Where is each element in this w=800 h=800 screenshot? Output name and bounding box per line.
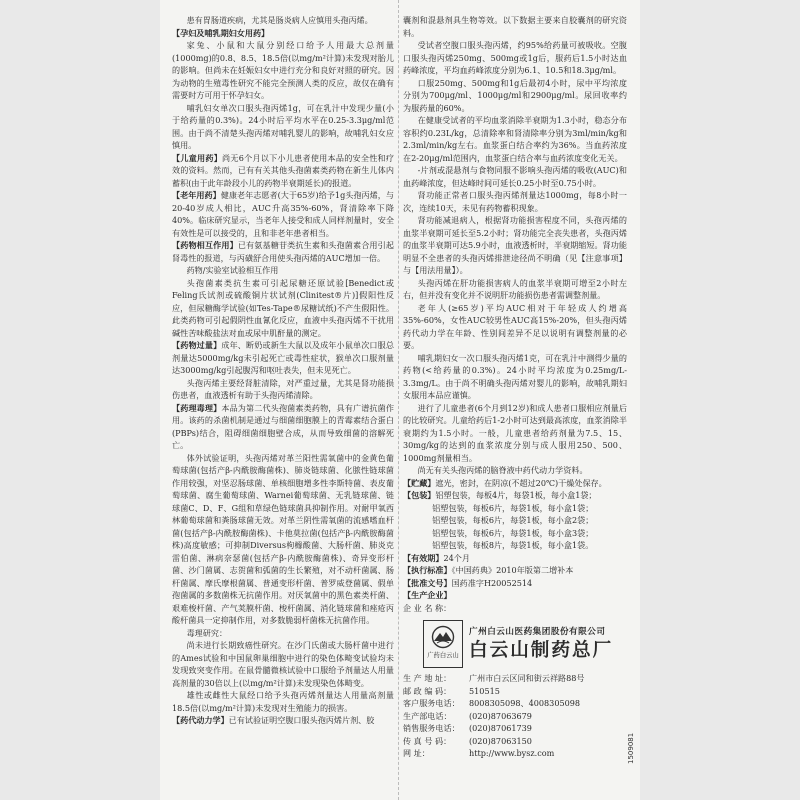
toxicology-subheading: 毒理研究：: [186, 627, 228, 638]
factory-name: 白云山制药总厂: [469, 639, 614, 661]
toxicology-text-1: 尚未进行长期致癌性研究。在沙门氏菌或大肠杆菌中进行的Ames试验和中国鼠卵巢细胞中进行的染色体畸变试验均未发现致突变作用。在鼠骨髓微核试验中口服给予剂量达人用量高剂量的30倍以上(以mg/m²计算)未发现染色体畸变。: [172, 640, 394, 688]
info-row: [403, 672, 627, 685]
validity-section: [403, 552, 627, 565]
info-row: [403, 722, 627, 735]
storage-text: 遮光，密封，在阴凉(不超过20℃)干燥处保存。: [435, 477, 607, 488]
pk-lactation: 哺乳期妇女一次口服头孢丙烯1克，可在乳汁中测得少量的药物(<给药量的0.3%)。24小时平均浓度为0.25mg/L-3.3mg/L。由于尚不明确头孢丙烯对婴儿的影响，故哺乳期妇女服用本品应谨慎。: [403, 352, 627, 400]
right-background: [640, 0, 800, 800]
elderly-text: 健康老年志愿者(大于65岁)给予1g头孢丙烯，与20-40岁成人相比，AUC升高35%-60%，肾清除率下降40%。临床研究显示，当老年人接受和成人同样剂量时，安全有效性是可以接受的，且和非老年患者相当。: [172, 190, 394, 238]
validity-heading: 【有效期】: [403, 552, 444, 563]
approval-heading: 【批准文号】: [403, 577, 452, 588]
validity-text: 24个月: [443, 552, 470, 563]
pk-section-start: [172, 714, 394, 727]
package-heading: 【包装】: [403, 490, 436, 500]
info-row: [403, 747, 627, 760]
info-value: (020)87063150: [469, 735, 532, 746]
package-line: 铝塑包装，每板8片，每袋1板，每小盒1袋。: [432, 540, 594, 550]
logo-emblem: [423, 620, 463, 668]
overdose-section: [172, 339, 394, 377]
info-value: http://www.bysz.com: [469, 748, 555, 758]
pk-food: -片剂或混悬剂与食物同服不影响头孢丙烯的吸收(AUC)和血药峰浓度，但达峰时间可延长0.25小时至0.75小时。: [403, 165, 627, 188]
approval-section: [403, 577, 627, 590]
info-value: (020)87061739: [469, 723, 532, 733]
pregnancy-text-2: 哺乳妇女单次口服头孢丙烯1g，可在乳汁中发现少量(小于给药量的0.3%)。24小时后平均水平在0.25-3.3μg/ml范围。由于尚不清楚头孢丙烯对哺乳婴儿的影响，故哺乳妇女应慎用。: [172, 102, 394, 150]
info-row: [403, 710, 627, 723]
mountain-cloud-icon: [430, 625, 456, 649]
pharmacology-heading: 【药理毒理】: [172, 402, 222, 413]
company-name-label: 企 业 名 称：: [403, 602, 452, 613]
package-section: [403, 489, 627, 502]
interaction-section: [172, 239, 394, 264]
group-name: 广州白云山医药集团股份有限公司: [469, 627, 606, 638]
info-key: 邮 政 编 码：: [403, 685, 452, 696]
pk-renal: 肾功能减退病人，根据肾功能损害程度不同，头孢丙烯的血浆半衰期可延长至5.2小时；肾功能完全丧失患者，头孢丙烯的血浆半衰期可达5.9小时，血液透析时，半衰期缩短。肾功能明显不全患者的头孢丙烯排泄途径尚不明确（见【注意事项】与【用法用量】）。: [403, 215, 627, 275]
column-divider: [398, 0, 399, 800]
pk-absorption: 受试者空腹口服头孢丙烯，约95%给药量可被吸收。空腹口服头孢丙烯250mg、500mg或1g后，服药后1.5小时达血药峰浓度，平均血药峰浓度分别为6.1、10.5和18.3μg/ml。: [403, 40, 627, 75]
info-key: 生产部电话：: [403, 710, 452, 721]
logo-brand-text: 广药白云山: [427, 652, 459, 659]
pk-heading: 【药代动力学】: [172, 715, 229, 725]
children-section: [172, 152, 394, 190]
pk-csf: 尚无有关头孢丙烯的脑脊液中药代动力学资料。: [417, 465, 588, 475]
lab-interaction-text: 头孢菌素类抗生素可引起尿糖还原试验[Benedict或Feling氏试剂或硫酸铜片状试剂(Clinitest®片)]假阳性反应，但尿糖酶学试验(如Tes-Tape®尿糖试纸)不产生假阳性。此类药物可引起假阴性血氰化反应，血液中头孢丙烯不干扰用碱性苦味酸盐法对血或尿中肌酐量的测定。: [172, 277, 394, 338]
approval-text: 国药准字H20052514: [451, 577, 533, 588]
info-value: 8008305098、4008305098: [469, 698, 581, 708]
pk-urine: 口服250mg、500mg和1g后最初4小时，尿中平均浓度分别为700μg/ml、1000μg/ml和2900μg/ml。尿回收率约为服药量的60%。: [403, 77, 627, 113]
manufacturer-heading: 【生产企业】: [403, 590, 452, 600]
info-key: 传 真 号 码：: [403, 735, 452, 746]
elderly-heading: 【老年用药】: [172, 190, 221, 200]
info-key: 销售服务电话：: [403, 723, 460, 733]
info-value: 510515: [469, 685, 500, 696]
pk-hepatic: 头孢丙烯在肝功能损害病人的血浆半衰期可增至2小时左右，但并没有变化并不说明肝功能损伤患者需调整剂量。: [403, 277, 627, 300]
pharmacology-section: [172, 402, 394, 452]
left-background: [0, 0, 160, 800]
package-line: 铝塑包装，每板6片，每袋1板，每小盒2袋；: [432, 515, 594, 525]
pk-pediatric: 进行了儿童患者(6个月到12岁)和成人患者口服相应剂量后的比较研究。儿童给药后1-2小时可达到最高浓度，血浆消除半衰期约为1.5小时。一般，儿童患者给药剂量为7.5、15、30mg/kg的达到的血浆浓度分别与成人服用250、500、1000mg剂量相当。: [403, 402, 627, 463]
storage-heading: 【贮藏】: [403, 477, 436, 488]
standard-section: [403, 564, 627, 577]
info-row: [403, 685, 627, 698]
elderly-section: [172, 189, 394, 239]
overdose-text-2: 头孢丙烯主要经肾脏清除，对严重过量，尤其是肾功能损伤患者，血液透析有助于头孢丙烯清除。: [172, 377, 394, 400]
company-logo: [423, 620, 627, 668]
package-line: 铝塑包装，每板6片，每袋1板，每小盒3袋；: [432, 527, 594, 538]
logo-text: [469, 626, 613, 662]
pharmacology-text: 本品为第二代头孢菌素类药物，具有广谱抗菌作用。该药的杀菌机制是通过与细菌细胞膜上的青霉素结合蛋白(PBPs)结合，阻碍细菌细胞壁合成，从而导致细菌的溶解死亡。: [172, 402, 394, 450]
info-key: 客户服务电话：: [403, 698, 460, 708]
lab-interaction-subheading: 药物/实验室试验相互作用: [186, 265, 279, 275]
toxicology-text-2: 雄性或雌性大鼠经口给予头孢丙烯剂量达人用量高剂量18.5倍(以mg/m²计算)未发现对生殖能力的损害。: [172, 690, 394, 713]
intro-text: 患有胃肠道疾病，尤其是肠炎病人应慎用头孢丙烯。: [186, 15, 373, 25]
interaction-heading: 【药物相互作用】: [172, 240, 238, 250]
pregnancy-heading: 【孕妇及哺乳期妇女用药】: [172, 27, 270, 38]
print-code: 1509081: [627, 732, 635, 764]
pharmacology-text-2: 体外试验证明，头孢丙烯对革兰阳性需氧菌中的金黄色葡萄球菌(包括产β-内酰胺酶菌株)、肺炎链球菌、化脓性链球菌作用较强，对坚忍肠球菌、单核细胞增多性李斯特菌、表皮葡萄球菌、腐生葡萄球菌、Warnei葡萄球菌、无乳链球菌、链球菌C、D、F、G组和草绿色链球菌具抑制作用。对耐甲氧西林葡萄球菌和粪肠球菌无效。对革兰阴性需氧菌的流感嗜血杆菌(包括产β-内酰胺酶菌株)、卡他莫拉菌(包括产β-内酰胺酶菌株)高度敏感；可抑制Diversus枸橼酸菌、大肠杆菌、肺炎克雷伯菌、淋病奈瑟菌(包括产β-内酰胺酶菌株)、奇异变形杆菌、沙门菌属、志贺菌和弧菌的生长繁殖，对不动杆菌属、肠杆菌属、摩氏摩根菌属、普通变形杆菌、普罗威登菌属、假单孢菌属的多数菌株无抗菌作用。对厌氧菌中的黑色素类杆菌、艰难梭杆菌、产气荚膜杆菌、梭杆菌属、消化链球菌和痤疮丙酸杆菌具一定抑制作用，对多数脆弱杆菌株无抗菌作用。: [172, 452, 394, 625]
info-key: 网 址：: [403, 748, 430, 758]
info-key: 生 产 地 址：: [403, 673, 452, 683]
pk-elderly: 老年人(≥65岁)平均AUC相对于年轻成人约增高35%-60%，女性AUC较男性AUC高15%-20%，但头孢丙烯药代动力学在年龄、性别间差异不足以说明有调整剂量的必要。: [403, 302, 627, 350]
right-column: [403, 14, 627, 794]
standard-heading: 【执行标准】: [403, 565, 452, 575]
overdose-heading: 【药物过量】: [172, 340, 222, 350]
children-text: 尚无6个月以下小儿患者使用本品的安全性和疗效的资料。然而，已有有关其他头孢菌素类药物在新生儿体内蓄积(由于此年龄段小儿的药物半衰期延长)的报道。: [172, 152, 394, 188]
info-row: [403, 697, 627, 710]
pk-text-start: 已有试验证明空腹口服头孢丙烯片剂、胶: [228, 715, 375, 725]
package-line: 铝塑包装，每板6片，每袋1板，每小盒1袋；: [432, 502, 594, 513]
standard-text: 《中国药典》2010年版第二增补本: [451, 565, 574, 575]
info-value: 广州市白云区同和街云祥路88号: [469, 673, 585, 683]
interaction-text: 已有氨基糖苷类抗生素和头孢菌素合用引起肾毒性的报道，与丙磺舒合用使头孢丙烯的AUC增加一倍。: [172, 240, 394, 263]
pk-accumulation: 肾功能正常者口服头孢丙烯剂量达1000mg，每8小时一次，连续10天，未见有药物蓄积现象。: [403, 190, 627, 213]
pregnancy-text-1: 家兔、小鼠和大鼠分别经口给予人用最大总剂量(1000mg)的0.8、8.5、18.5倍(以mg/m²计算)未发现对胎儿的影响。但尚未在妊娠妇女中进行充分和良好对照的研究。因为动物的生殖毒性研究不能完全预测人类的反应，故仅在确有需要时方可用于怀孕妇女。: [172, 40, 394, 100]
storage-section: [403, 477, 627, 490]
info-value: (020)87063679: [469, 710, 532, 721]
left-column: [172, 14, 394, 794]
pk-half-life: 在健康受试者的平均血浆消除半衰期为1.3小时，稳态分布容积约0.23L/kg，总清除率和肾清除率分别为3ml/min/kg和2.3ml/min/kg左右。血浆蛋白结合率约为36%。当血药浓度在2-20μg/ml范围内，血浆蛋白结合率与血药浓度变化无关。: [403, 115, 627, 163]
info-row: [403, 735, 627, 748]
package-line: 铝塑包装，每板4片，每袋1板，每小盒1袋；: [435, 490, 597, 500]
children-heading: 【儿童用药】: [172, 152, 223, 163]
pk-text-continued: 囊剂和混悬剂具生物等效。以下数据主要来自胶囊剂的研究资料。: [403, 15, 627, 38]
overdose-text: 成年、断奶或新生大鼠以及成年小鼠单次口服总剂量达5000mg/kg未引起死亡或毒性症状，猴单次口服剂量达3000mg/kg引起腹泻和呕吐表失，但未见死亡。: [172, 340, 394, 375]
